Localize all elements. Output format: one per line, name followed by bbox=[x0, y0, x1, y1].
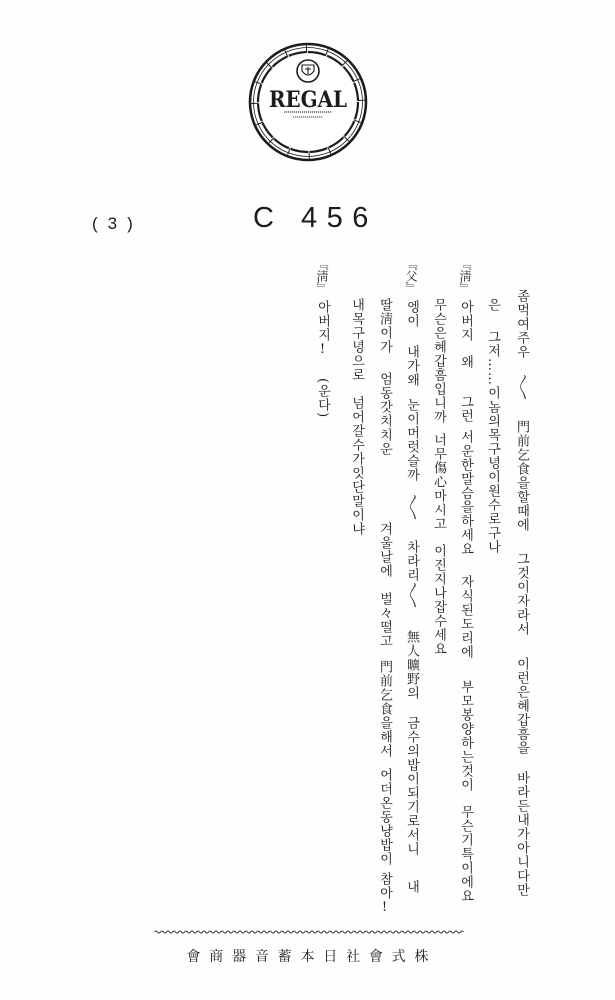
lyric-phrase: 겨울날에 bbox=[377, 522, 392, 578]
regal-logo bbox=[246, 40, 370, 164]
lyric-phrase: 아버지! bbox=[315, 300, 330, 358]
lyric-phrase: 넘어갈수가잇단말이냐 bbox=[349, 396, 364, 536]
lyric-phrase: 무슨기특이에요 bbox=[458, 805, 473, 903]
lyric-phrase: 너무傷心마시고 bbox=[431, 433, 446, 531]
lyric-phrase: 門前乞食을할때에 bbox=[514, 420, 529, 532]
lyric-phrase: 이런은혜갑흠을 bbox=[514, 657, 529, 755]
lyric-phrase: 내가왜 bbox=[404, 345, 419, 387]
stage-direction: (운다) bbox=[315, 378, 330, 419]
lyric-phrase: 부모봉양하는것이 bbox=[458, 680, 473, 792]
lyric-phrase: 서운한말슴을하세요 bbox=[458, 430, 473, 556]
lyric-phrase: 무슨은혜갑흠입니까 bbox=[431, 298, 446, 424]
lyric-phrase: 門前乞食을해서 bbox=[377, 660, 392, 758]
repeat-mark: 〳〵 bbox=[404, 494, 419, 521]
logo-wordmark: REGAL bbox=[269, 87, 347, 113]
lyric-phrase: 내 bbox=[404, 880, 419, 894]
speaker-tag: 『淸』 bbox=[315, 258, 329, 294]
lyric-phrase: 엄동갓치치운 bbox=[377, 372, 392, 456]
lyric-phrase: 왜 bbox=[458, 355, 473, 369]
wavy-divider bbox=[153, 925, 465, 939]
lyric-phrase: 벌々떨고 bbox=[377, 592, 392, 648]
lyric-phrase: 금수의밥이되기로서니 bbox=[404, 716, 419, 856]
speaker-tag: 『淸』 bbox=[458, 258, 472, 294]
speaker-tag: 『父』 bbox=[404, 258, 418, 294]
lyric-phrase: 딸淸이가 bbox=[377, 298, 392, 354]
lyric-phrase: 그것이자라서 bbox=[514, 552, 529, 636]
lyric-phrase: 참아! bbox=[377, 872, 392, 916]
publisher-imprint: 會商器音蓄本日社會式株 bbox=[186, 949, 438, 965]
lyric-phrase: 無人曠野의 bbox=[404, 630, 419, 700]
repeat-mark: 〳〵 bbox=[514, 374, 529, 401]
lyric-phrase: 좀먹여주우 bbox=[514, 289, 529, 359]
lyric-phrase: 자식된도리에 bbox=[458, 575, 473, 659]
lyric-phrase: 내목구녕으로 bbox=[349, 298, 364, 382]
lyric-phrase: 은 bbox=[485, 298, 500, 312]
record-catalog-number: C 456 bbox=[253, 202, 378, 234]
lyric-phrase: 어더온동냥밥이 bbox=[377, 768, 392, 866]
lyric-phrase: 그저……이놈의목구녕이원수로구나 bbox=[485, 330, 500, 554]
lyric-phrase: 차라리〳〵 bbox=[404, 540, 419, 609]
lyric-phrase: 바라든내가아니다만 bbox=[514, 771, 529, 897]
lyric-phrase: 아버지 bbox=[458, 300, 473, 342]
wavy-divider-line bbox=[155, 931, 464, 933]
lyric-phrase: 그런 bbox=[458, 395, 473, 423]
lyric-phrase: 엥이 bbox=[404, 300, 419, 328]
lyric-phrase: 눈이머럿슬까 bbox=[404, 398, 419, 482]
page-number: (3) bbox=[92, 214, 143, 233]
lyric-phrase: 이진지나잡수세요 bbox=[431, 544, 446, 656]
